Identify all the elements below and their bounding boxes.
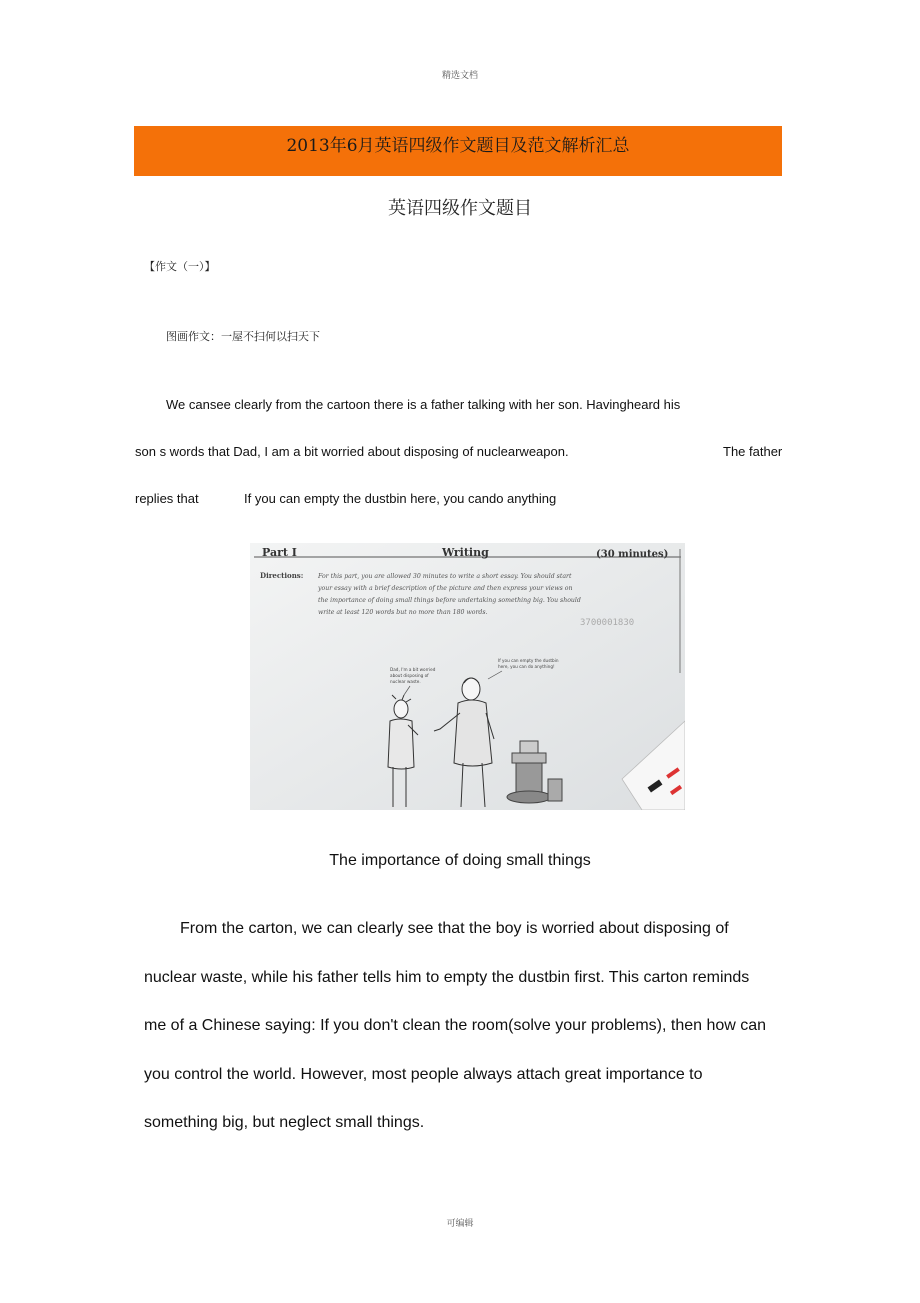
father-bubble-line-1: If you can empty the dustbin [498,658,559,663]
essay-topic: 图画作文：一屋不扫何以扫天下 [166,330,320,343]
intro-line-3: replies that [135,491,199,506]
essay-line-3: me of a Chinese saying: If you don't clean the room(solve your problems), then how can [144,1017,767,1034]
essay-title: The importance of doing small things [329,852,591,869]
intro-line-1: We cansee clearly from the cartoon there is a father talking with her son. Havingheard his [166,397,681,412]
page-footer: 可编辑 [446,1219,474,1229]
son-bubble-line-1: Dad, I'm a bit worried [390,667,436,672]
essay-line-5: something big, but neglect small things. [144,1114,425,1131]
essay-line-1: From the carton, we can clearly see that the boy is worried about disposing of [180,920,729,937]
father-bubble-line-2: here, you can do anything! [498,664,555,669]
directions-line-3: the importance of doing small things before undertaking something big. You should [318,597,581,604]
son-bubble-line-3: nuclear waste. [390,679,421,684]
intro-line-2: son s words that Dad, I am a bit worried about disposing of nuclearweapon. [135,444,569,459]
time-label: (30 minutes) [596,549,669,560]
directions-label: Directions: [260,571,304,580]
essay-line-2: nuclear waste, while his father tells him to empty the dustbin first. This carton reminds [144,969,750,986]
directions-line-4: write at least 120 words but no more than 180 words. [318,609,488,616]
essay-line-4: you control the world. However, most people always attach great importance to [144,1066,703,1083]
intro-line-2-right: The father [723,444,783,459]
directions-line-2: your essay with a brief description of the picture and then express your views on [318,585,573,592]
intro-line-3-right: If you can empty the dustbin here, you cando anything [244,491,557,506]
title-banner [134,126,782,176]
cartoon-illustration [250,543,685,810]
essay-section-label: 【作文（一）】 [144,260,216,273]
section-heading: 英语四级作文题目 [388,198,532,219]
exam-cartoon-photo [250,543,685,810]
document-title: 2013年6月英语四级作文题目及范文解析汇总 [286,136,630,156]
part-label: Part I [262,546,297,559]
son-bubble-line-2: about disposing of [390,673,429,678]
directions-line-1: For this part, you are allowed 30 minutes to write a short essay. You should start [318,573,572,580]
answer-sheet-code: 3700001830 [580,618,635,628]
writing-label: Writing [442,546,489,559]
page-header: 精选文档 [441,71,478,81]
